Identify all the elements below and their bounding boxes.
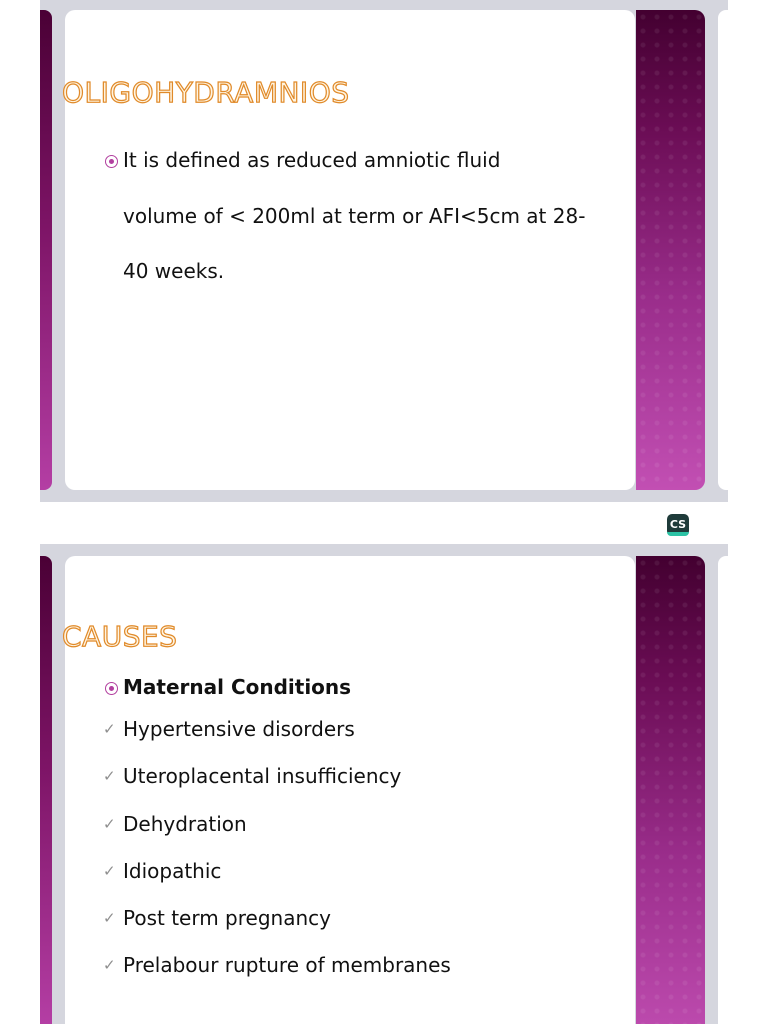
slide-title-oligohydramnios: OLIGOHYDRAMNIOS <box>62 76 350 109</box>
cause-item: Post term pregnancy <box>123 906 331 930</box>
right-decor-panel <box>636 10 705 490</box>
radio-bullet-icon <box>105 155 118 168</box>
definition-line-1: It is defined as reduced amniotic fluid <box>123 148 501 172</box>
left-decor-strip <box>40 10 52 490</box>
check-icon: ✓ <box>103 720 116 738</box>
next-slide-edge <box>718 556 728 1024</box>
radio-bullet-icon <box>105 682 118 695</box>
right-decor-panel <box>636 556 705 1024</box>
definition-line-3: 40 weeks. <box>123 259 225 283</box>
next-slide-edge <box>718 10 728 490</box>
check-icon: ✓ <box>103 862 116 880</box>
maternal-conditions-heading: Maternal Conditions <box>123 675 352 699</box>
camscanner-badge-icon: CS <box>667 514 689 536</box>
check-icon: ✓ <box>103 956 116 974</box>
check-icon: ✓ <box>103 815 116 833</box>
check-icon: ✓ <box>103 909 116 927</box>
cause-item: Prelabour rupture of membranes <box>123 953 451 977</box>
definition-line-2: volume of < 200ml at term or AFI<5cm at 28- <box>123 204 586 228</box>
left-decor-strip <box>40 556 52 1024</box>
cause-item: Dehydration <box>123 812 247 836</box>
cause-item: Idiopathic <box>123 859 222 883</box>
cause-item: Uteroplacental insufficiency <box>123 764 402 788</box>
check-icon: ✓ <box>103 767 116 785</box>
slide-title-causes: CAUSES <box>62 620 178 653</box>
cause-item: Hypertensive disorders <box>123 717 355 741</box>
